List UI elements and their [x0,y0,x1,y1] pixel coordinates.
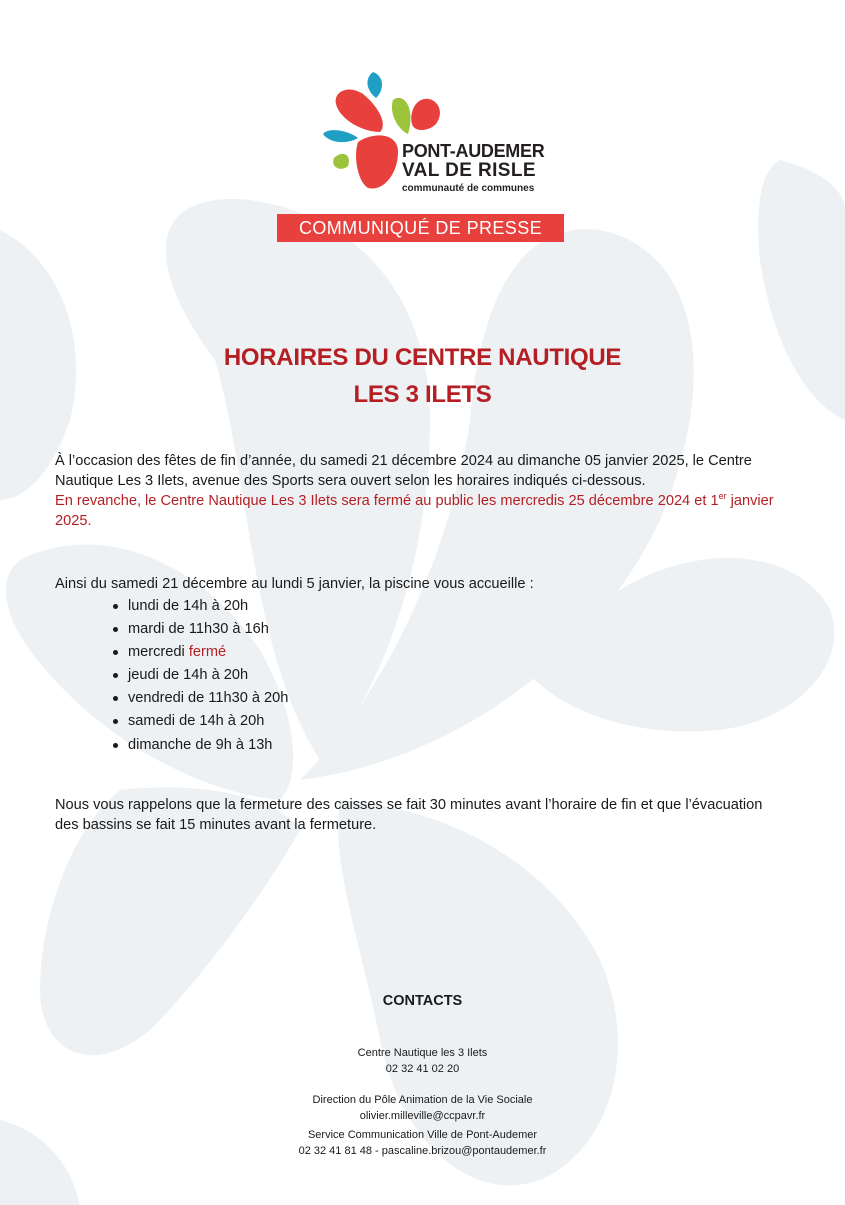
list-item-wednesday [110,642,288,665]
contact-name: Direction du Pôle Animation de la Vie Sociale [312,1094,533,1106]
logo-line-1: PONT-AUDEMER [402,141,545,161]
schedule-lead: Ainsi du samedi 21 décembre au lundi 5 janvier, la piscine vous accueille : [55,576,534,592]
intro-paragraph [55,451,788,531]
contact-name: Centre Nautique les 3 Ilets [357,1047,488,1059]
schedule-text: mercredi [128,644,189,661]
schedule-text: lundi de 14h à 20h [128,598,249,614]
logo-line-2: VAL DE RISLE [402,160,536,181]
list-item-monday [110,596,288,619]
closure-notice-end: janvier 2025. [55,493,774,529]
schedule-text: dimanche de 9h à 13h [128,736,273,753]
contact-direction [0,1093,845,1124]
contacts-heading: CONTACTS [382,993,463,1009]
schedule-list [110,596,288,758]
list-item-friday [110,688,288,711]
list-item-sunday [110,735,288,758]
schedule-text: vendredi de 11h30 à 20h [128,690,289,707]
contact-nautique [0,1046,845,1077]
closure-notice-text: En revanche, le Centre Nautique Les 3 Ilets sera fermé au public les mercredis 25 décembre 2024 et 1 [55,493,719,509]
schedule-text: mardi de 11h30 à 16h [128,621,269,638]
page-title-line-1: HORAIRES DU CENTRE NAUTIQUE [223,344,622,371]
logo-line-3: communauté de communes [402,183,535,194]
reminder-paragraph: Nous vous rappelons que la fermeture des caisses se fait 30 minutes avant l’horaire de fin et que l’évacuation des bassins se fait 15 minutes avant la fermeture. [55,797,763,833]
schedule-text: jeudi de 14h à 20h [128,667,249,684]
contact-name: Service Communication Ville de Pont-Audemer [307,1129,538,1141]
list-item-saturday [110,711,288,734]
contact-phone: 02 32 41 02 20 [385,1062,460,1075]
schedule-text: samedi de 14h à 20h [128,713,265,730]
press-release-badge: COMMUNIQUÉ DE PRESSE [277,214,564,242]
contact-email[interactable]: olivier.milleville@ccpavr.fr [359,1109,486,1122]
intro-text: À l’occasion des fêtes de fin d’année, du samedi 21 décembre 2024 au dimanche 05 janvier 2025, le Centre Nautique Les 3 Ilets, avenue des Sports sera ouvert selon les horaires indiqués ci-dessous. [55,453,752,489]
contact-communication [0,1128,845,1159]
contact-details[interactable]: 02 32 41 81 48 - pascaline.brizou@pontaudemer.fr [298,1144,547,1157]
list-item-thursday [110,665,288,688]
list-item-tuesday [110,619,288,642]
page-title-line-2: LES 3 ILETS [353,381,492,408]
closure-notice [55,491,788,531]
closed-label: fermé [188,644,227,661]
closure-notice-superscript: er [718,491,727,502]
